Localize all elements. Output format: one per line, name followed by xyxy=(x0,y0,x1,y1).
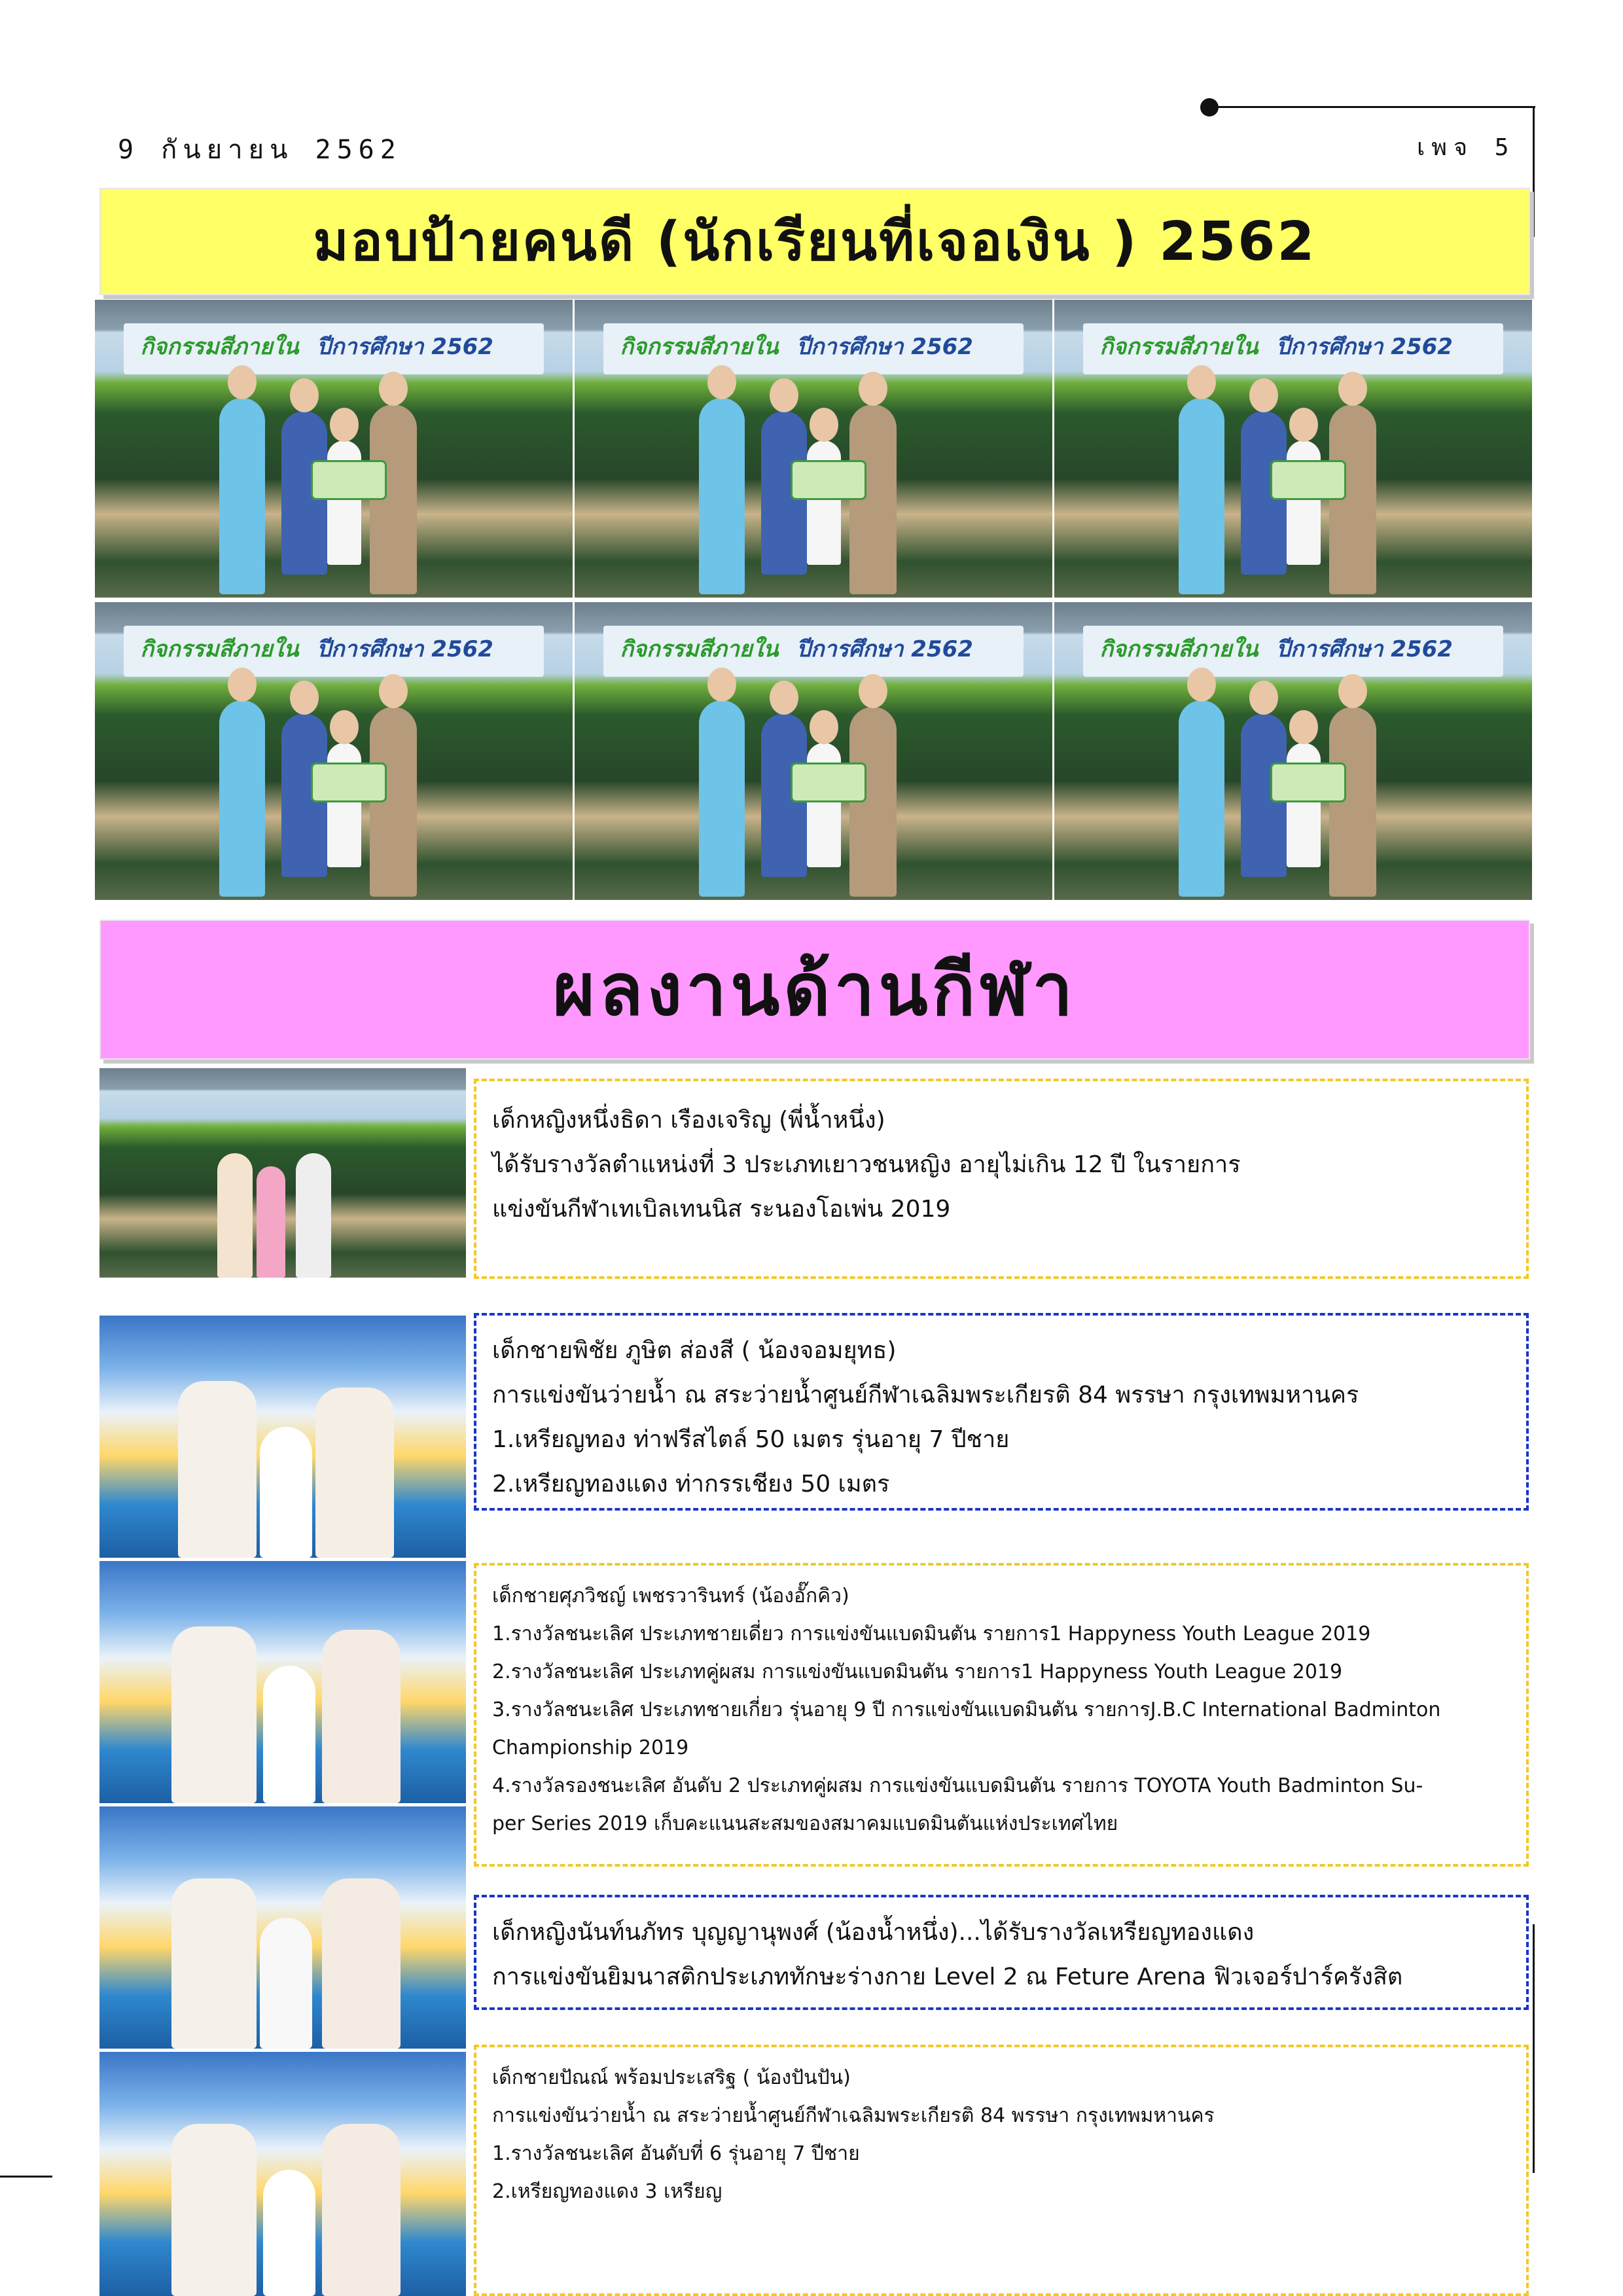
award-photo-1 xyxy=(95,300,573,598)
achievement-box-3 xyxy=(474,1563,1529,1867)
good-deed-sign xyxy=(1270,460,1346,500)
achievement-line: 2.เหรียญทองแดง 3 เหรียญ xyxy=(492,2180,722,2203)
teacher-figure xyxy=(322,1630,401,1803)
event-banner xyxy=(124,323,544,374)
teacher-figure xyxy=(219,700,265,897)
achievement-line: 1.รางวัลชนะเลิศ อันดับที่ 6 รุ่นอายุ 7 ปีชาย xyxy=(492,2142,860,2165)
face xyxy=(290,378,319,412)
achievement-line: 4.รางวัลรองชนะเลิศ อันดับ 2 ประเภทคู่ผสม การแข่งขันแบดมินตัน รายการ TOYOTA Youth Badminton Su- xyxy=(492,1774,1423,1797)
achievement-box-4 xyxy=(474,1895,1529,2010)
face xyxy=(1289,408,1318,442)
teacher-figure xyxy=(322,2124,401,2296)
teacher-figure xyxy=(1179,398,1224,594)
student-figure xyxy=(327,440,361,565)
event-banner-year: ปีการศึกษา 2562 xyxy=(317,334,493,361)
student-figure xyxy=(257,1166,285,1278)
face xyxy=(770,378,798,412)
achievement-line: 1.เหรียญทอง ท่าฟรีสไตล์ 50 เมตร รุ่นอายุ 7 ปีชาย xyxy=(492,1426,1010,1453)
award-photo-5 xyxy=(575,602,1052,900)
award-photo-2 xyxy=(575,300,1052,598)
student-figure xyxy=(807,743,841,867)
header-vertical-rule xyxy=(1533,106,1535,237)
student-figure xyxy=(260,1427,312,1558)
student-figure xyxy=(807,440,841,565)
event-banner-text: กิจกรรมสีภายใน xyxy=(1099,636,1258,663)
student-figure xyxy=(263,1666,315,1803)
face xyxy=(228,668,257,702)
footer-right-rule xyxy=(1533,1924,1535,2173)
student-figure xyxy=(327,743,361,867)
achievement-line: per Series 2019 เก็บคะแนนสะสมของสมาคมแบดมินตันแห่งประเทศไทย xyxy=(492,1812,1118,1835)
award-photo-3 xyxy=(1054,300,1532,598)
teacher-figure xyxy=(171,1626,257,1803)
event-banner xyxy=(124,626,544,676)
face xyxy=(379,674,408,708)
face xyxy=(1338,674,1367,708)
achievement-line: แข่งขันกีฬาเทเบิลเทนนิส ระนองโอเพ่น 2019 xyxy=(492,1196,951,1223)
award-photo-4 xyxy=(95,602,573,900)
award-photo-6 xyxy=(1054,602,1532,900)
achievement-line: เด็กชายปัณณ์ พร้อมประเสริฐ ( น้องปันปัน) xyxy=(492,2066,851,2089)
achievement-line: 3.รางวัลชนะเลิศ ประเภทชายเกี่ยว รุ่นอายุ 9 ปี การแข่งขันแบดมินตัน รายการJ.B.C International Badminton xyxy=(492,1698,1441,1721)
face xyxy=(1289,710,1318,744)
sports-achievements-title: ผลงานด้านกีฬา xyxy=(99,920,1530,1060)
good-deed-sign xyxy=(311,762,387,802)
teacher-figure xyxy=(296,1153,331,1278)
face xyxy=(379,372,408,406)
event-banner-text: กิจกรรมสีภายใน xyxy=(140,334,299,361)
student-figure xyxy=(1287,440,1321,565)
sports-photo-1 xyxy=(99,1068,466,1278)
teacher-figure xyxy=(219,398,265,594)
face xyxy=(1187,365,1216,399)
good-deed-sign xyxy=(791,460,866,500)
event-banner-text: กิจกรรมสีภายใน xyxy=(620,636,779,663)
header-rule xyxy=(1208,106,1535,108)
achievement-line: 2.รางวัลชนะเลิศ ประเภทคู่ผสม การแข่งขันแบดมินตัน รายการ1 Happyness Youth League 2019 xyxy=(492,1660,1343,1683)
good-deed-sign xyxy=(311,460,387,500)
teacher-figure xyxy=(699,700,745,897)
achievement-box-5 xyxy=(474,2045,1529,2296)
event-banner xyxy=(1083,626,1503,676)
event-banner-year: ปีการศึกษา 2562 xyxy=(796,636,973,663)
face xyxy=(1187,668,1216,702)
achievement-line: การแข่งขันว่ายน้ำ ณ สระว่ายน้ำศูนย์กีฬาเฉลิมพระเกียรติ 84 พรรษา กรุงเทพมหานคร xyxy=(492,1382,1359,1408)
event-banner-year: ปีการศึกษา 2562 xyxy=(796,334,973,361)
face xyxy=(770,681,798,715)
face xyxy=(1338,372,1367,406)
face xyxy=(290,681,319,715)
face xyxy=(810,408,838,442)
event-banner-year: ปีการศึกษา 2562 xyxy=(1276,636,1453,663)
teacher-figure xyxy=(171,2124,257,2296)
achievement-box-1 xyxy=(474,1079,1529,1279)
teacher-figure xyxy=(217,1153,253,1278)
achievement-line: เด็กหญิงนันท์นภัทร บุญญานุพงศ์ (น้องน้ำหนึ่ง)...ได้รับรางวัลเหรียญทองแดง xyxy=(492,1919,1255,1946)
face xyxy=(1249,681,1278,715)
face xyxy=(810,710,838,744)
event-banner xyxy=(603,323,1024,374)
teacher-figure xyxy=(171,1878,257,2049)
event-banner xyxy=(603,626,1024,676)
achievement-line: Championship 2019 xyxy=(492,1736,689,1759)
achievement-line: 1.รางวัลชนะเลิศ ประเภทชายเดี่ยว การแข่งขันแบดมินตัน รายการ1 Happyness Youth League 2019 xyxy=(492,1623,1371,1645)
good-deed-sign xyxy=(1270,762,1346,802)
student-figure xyxy=(263,2170,315,2296)
face xyxy=(859,372,887,406)
achievement-line: เด็กชายพิชัย ภูษิต ส่องสี ( น้องจอมยุทธ) xyxy=(492,1337,897,1364)
event-banner-text: กิจกรรมสีภายใน xyxy=(140,636,299,663)
issue-date: 9 กันยายน 2562 xyxy=(118,135,402,165)
achievement-line: การแข่งขันยิมนาสติกประเภททักษะร่างกาย Level 2 ณ Feture Arena ฟิวเจอร์ปาร์ครังสิต xyxy=(492,1964,1403,1990)
sports-photo-2 xyxy=(99,1316,466,1558)
sports-photo-5 xyxy=(99,2052,466,2296)
face xyxy=(707,365,736,399)
student-figure xyxy=(260,1918,312,2049)
achievement-box-2 xyxy=(474,1313,1529,1511)
event-banner xyxy=(1083,323,1503,374)
face xyxy=(228,365,257,399)
achievement-line: 2.เหรียญทองแดง ท่ากรรเชียง 50 เมตร xyxy=(492,1471,890,1498)
achievement-line: การแข่งขันว่ายน้ำ ณ สระว่ายน้ำศูนย์กีฬาเฉลิมพระเกียรติ 84 พรรษา กรุงเทพมหานคร xyxy=(492,2104,1215,2127)
teacher-figure xyxy=(322,1878,401,2049)
achievement-line: เด็กหญิงหนึ่งธิดา เรืองเจริญ (พี่น้ำหนึ่ง) xyxy=(492,1107,885,1134)
teacher-figure xyxy=(1179,700,1224,897)
achievement-line: ได้รับรางวัลตำแหน่งที่ 3 ประเภทเยาวชนหญิง อายุไม่เกิน 12 ปี ในรายการ xyxy=(492,1151,1241,1178)
event-banner-text: กิจกรรมสีภายใน xyxy=(620,334,779,361)
event-banner-year: ปีการศึกษา 2562 xyxy=(1276,334,1453,361)
sports-photo-4 xyxy=(99,1806,466,2049)
face xyxy=(707,668,736,702)
achievement-line: เด็กชายศุภวิชญ์ เพชรวารินทร์ (น้องอั๊กคิว) xyxy=(492,1585,849,1607)
face xyxy=(330,408,359,442)
event-banner-text: กิจกรรมสีภายใน xyxy=(1099,334,1258,361)
good-deed-sign xyxy=(791,762,866,802)
event-banner-year: ปีการศึกษา 2562 xyxy=(317,636,493,663)
page-number: เพจ 5 xyxy=(1417,134,1516,161)
teacher-figure xyxy=(699,398,745,594)
good-student-award-title: มอบป้ายคนดี (นักเรียนที่เจอเงิน ) 2562 xyxy=(99,188,1530,295)
student-figure xyxy=(1287,743,1321,867)
teacher-figure xyxy=(315,1388,394,1558)
sports-photo-3 xyxy=(99,1561,466,1803)
footer-left-rule xyxy=(0,2176,52,2178)
face xyxy=(330,710,359,744)
face xyxy=(859,674,887,708)
face xyxy=(1249,378,1278,412)
teacher-figure xyxy=(178,1381,257,1558)
